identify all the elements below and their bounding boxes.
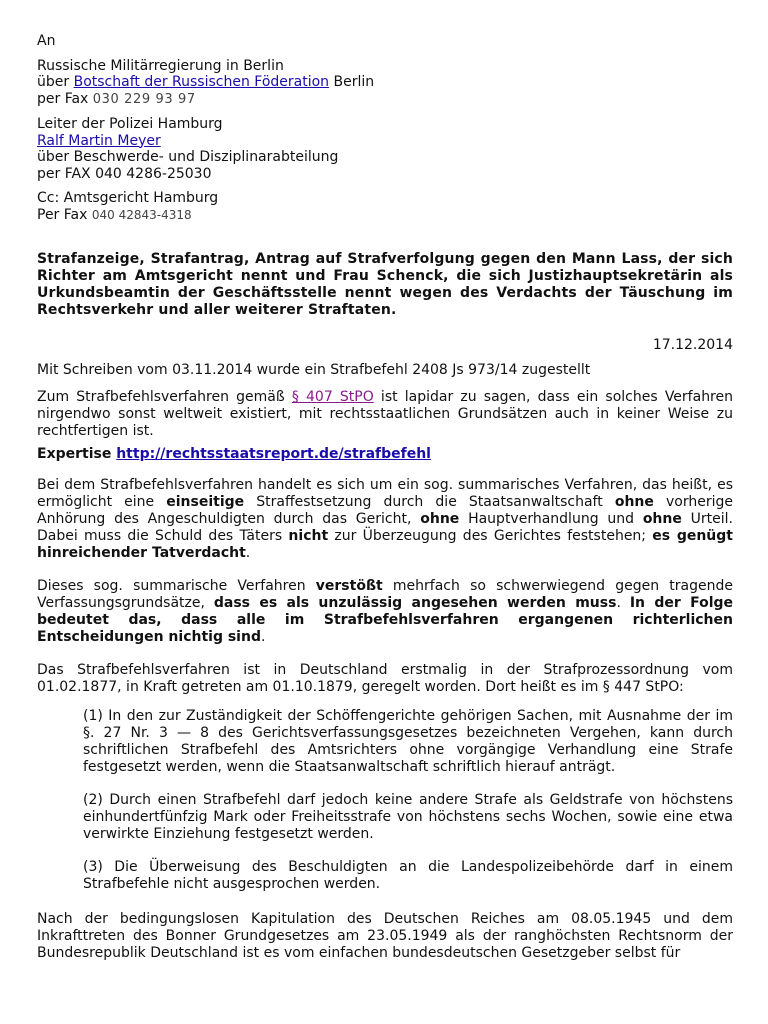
p3-t1: Bei dem Strafbefehlsverfahren handelt es sich um ein sog. summarisches Verfahren, das heißt, es ermöglicht eine: [37, 477, 733, 510]
fax-label: per Fax: [37, 90, 93, 107]
quote-section-3: (3) Die Überweisung des Beschuldigten an die Landespolizeibehörde darf in einem Strafbefehle nicht ausgesprochen werden.: [83, 859, 733, 892]
p3-b3: ohne: [420, 511, 460, 527]
p4-b2: dass es als unzulässig angesehen werden muss: [213, 595, 617, 611]
paragraph-strafbefehl-notice: Mit Schreiben vom 03.11.2014 wurde ein Strafbefehl 2408 Js 973/14 zugestellt: [37, 362, 591, 378]
p3-t2: Straffestsetzung durch die Staatsanwaltschaft: [244, 494, 615, 510]
p3-b6: es genügt hinreichender Tatverdacht: [37, 528, 733, 561]
recipient-block-police: [37, 116, 733, 182]
cc-line: Cc: Amtsgericht Hamburg: [37, 190, 219, 206]
quote-section-1: (1) In den zur Zuständigkeit der Schöffengerichte gehörigen Sachen, mit Ausnahme der im §. 27 Nr. 3 — 8 des Gerichtsverfassungsgesetzes bezeichneten Vergehen, kann durch schriftlichen Strafbefehl des Amtsrichters ohne vorgängige Verhandlung eine Strafe festgesetzt werden, wenn die Staatsanwaltschaft schriftlich hierauf anträgt.: [83, 708, 733, 775]
p4-t1: Dieses sog. summarische Verfahren: [37, 578, 316, 594]
paragraph-summary-procedure: [37, 477, 733, 562]
via-suffix: Berlin: [329, 74, 375, 90]
p3-t4: Hauptverhandlung und: [459, 511, 643, 527]
police-title: Leiter der Polizei Hamburg: [37, 116, 223, 132]
p3-b4: ohne: [642, 511, 682, 527]
police-via: über Beschwerde- und Disziplinarabteilung: [37, 149, 339, 165]
fax-number: 030 229 93 97: [92, 91, 196, 107]
paragraph-capitulation: Nach der bedingungslosen Kapitulation des Deutschen Reiches am 08.05.1945 und dem Inkrafttreten des Bonner Grundgesetzes am 23.05.1949 als der ranghöchsten Rechtsnorm der Bundesrepublik Deutschland ist es vom einfachen bundesdeutschen Gesetzgeber selbst für: [37, 911, 733, 961]
p3-b2: ohne: [614, 494, 654, 510]
recipient-name: Russische Militärregierung in Berlin: [37, 57, 284, 74]
paragraph-constitution: [37, 578, 733, 646]
police-fax: per FAX 040 4286-25030: [37, 165, 212, 182]
p4-t2: mehrfach so schwerwiegend gegen tragende Verfassungsgrundsätze,: [37, 578, 733, 611]
recipient-block-military: [37, 33, 733, 108]
stpo-407-link[interactable]: § 407 StPO: [291, 389, 374, 405]
p3-b1: einseitige: [166, 494, 245, 510]
recipient-block-cc: [37, 190, 733, 223]
embassy-link[interactable]: Botschaft der Russischen Föderation: [73, 74, 330, 90]
paragraph-stpo: [37, 389, 733, 440]
p4-t4: .: [260, 629, 266, 645]
police-chief-row: [37, 133, 733, 150]
letter-date: 17.12.2014: [652, 337, 733, 353]
recipient-via: [37, 74, 733, 91]
via-prefix: über: [37, 74, 74, 90]
p3-t7: .: [245, 545, 251, 561]
letter-page: [37, 33, 733, 962]
para-2-before: Zum Strafbefehlsverfahren gemäß: [37, 389, 292, 405]
quote-section-2: (2) Durch einen Strafbefehl darf jedoch keine andere Strafe als Geldstrafe von höchstens einhundertfünfzig Mark oder Freiheitsstrafe von höchstens sechs Wochen, sowie eine etwa verwirkte Einziehung festgesetzt werden.: [83, 792, 733, 842]
cc-fax: [37, 207, 733, 224]
cc-fax-label: Per Fax: [37, 206, 92, 223]
p3-b5: nicht: [288, 528, 329, 544]
p3-t6: zur Überzeugung des Gerichtes feststehen;: [328, 528, 653, 544]
p4-b3: In der Folge bedeutet das, dass alle im Strafbefehlsverfahren ergangenen richterlichen Entscheidungen nichtig sind: [37, 595, 734, 645]
p4-t3: .: [616, 595, 630, 611]
expertise-label: Expertise: [37, 446, 117, 462]
subject-heading: Strafanzeige, Strafantrag, Antrag auf Strafverfolgung gegen den Mann Lass, der sich Richter am Amtsgericht nennt und Frau Schenck, die sich Justizhauptsekretärin als Urkundsbeamtin der Geschäftsstelle nennt wegen des Verdachts der Täuschung im Rechtsverkehr und aller weiterer Straftaten.: [37, 251, 733, 318]
p4-b1: verstößt: [315, 578, 383, 594]
expertise-line: [37, 446, 733, 463]
address-to: An: [37, 33, 56, 49]
expertise-link[interactable]: http://rechtsstaatsreport.de/strafbefehl: [116, 446, 431, 462]
recipient-fax: [37, 91, 733, 109]
p3-t5: Urteil. Dabei muss die Schuld des Täters: [37, 511, 733, 544]
police-chief-link[interactable]: Ralf Martin Meyer: [37, 132, 161, 149]
p3-t3: vorherige Anhörung des Angeschuldigten durch das Gericht,: [37, 494, 733, 527]
cc-fax-number: 040 42843-4318: [91, 207, 192, 222]
para-2-after: ist lapidar zu sagen, dass ein solches Verfahren nirgendwo sonst weltweit existiert, mit rechtsstaatlichen Grundsätzen auch in keiner Weise zu rechtfertigen ist.: [37, 389, 733, 439]
paragraph-history: Das Strafbefehlsverfahren ist in Deutschland erstmalig in der Strafprozessordnung vom 01.02.1877, in Kraft getreten am 01.10.1879, geregelt worden. Dort heißt es im § 447 StPO:: [37, 662, 733, 695]
